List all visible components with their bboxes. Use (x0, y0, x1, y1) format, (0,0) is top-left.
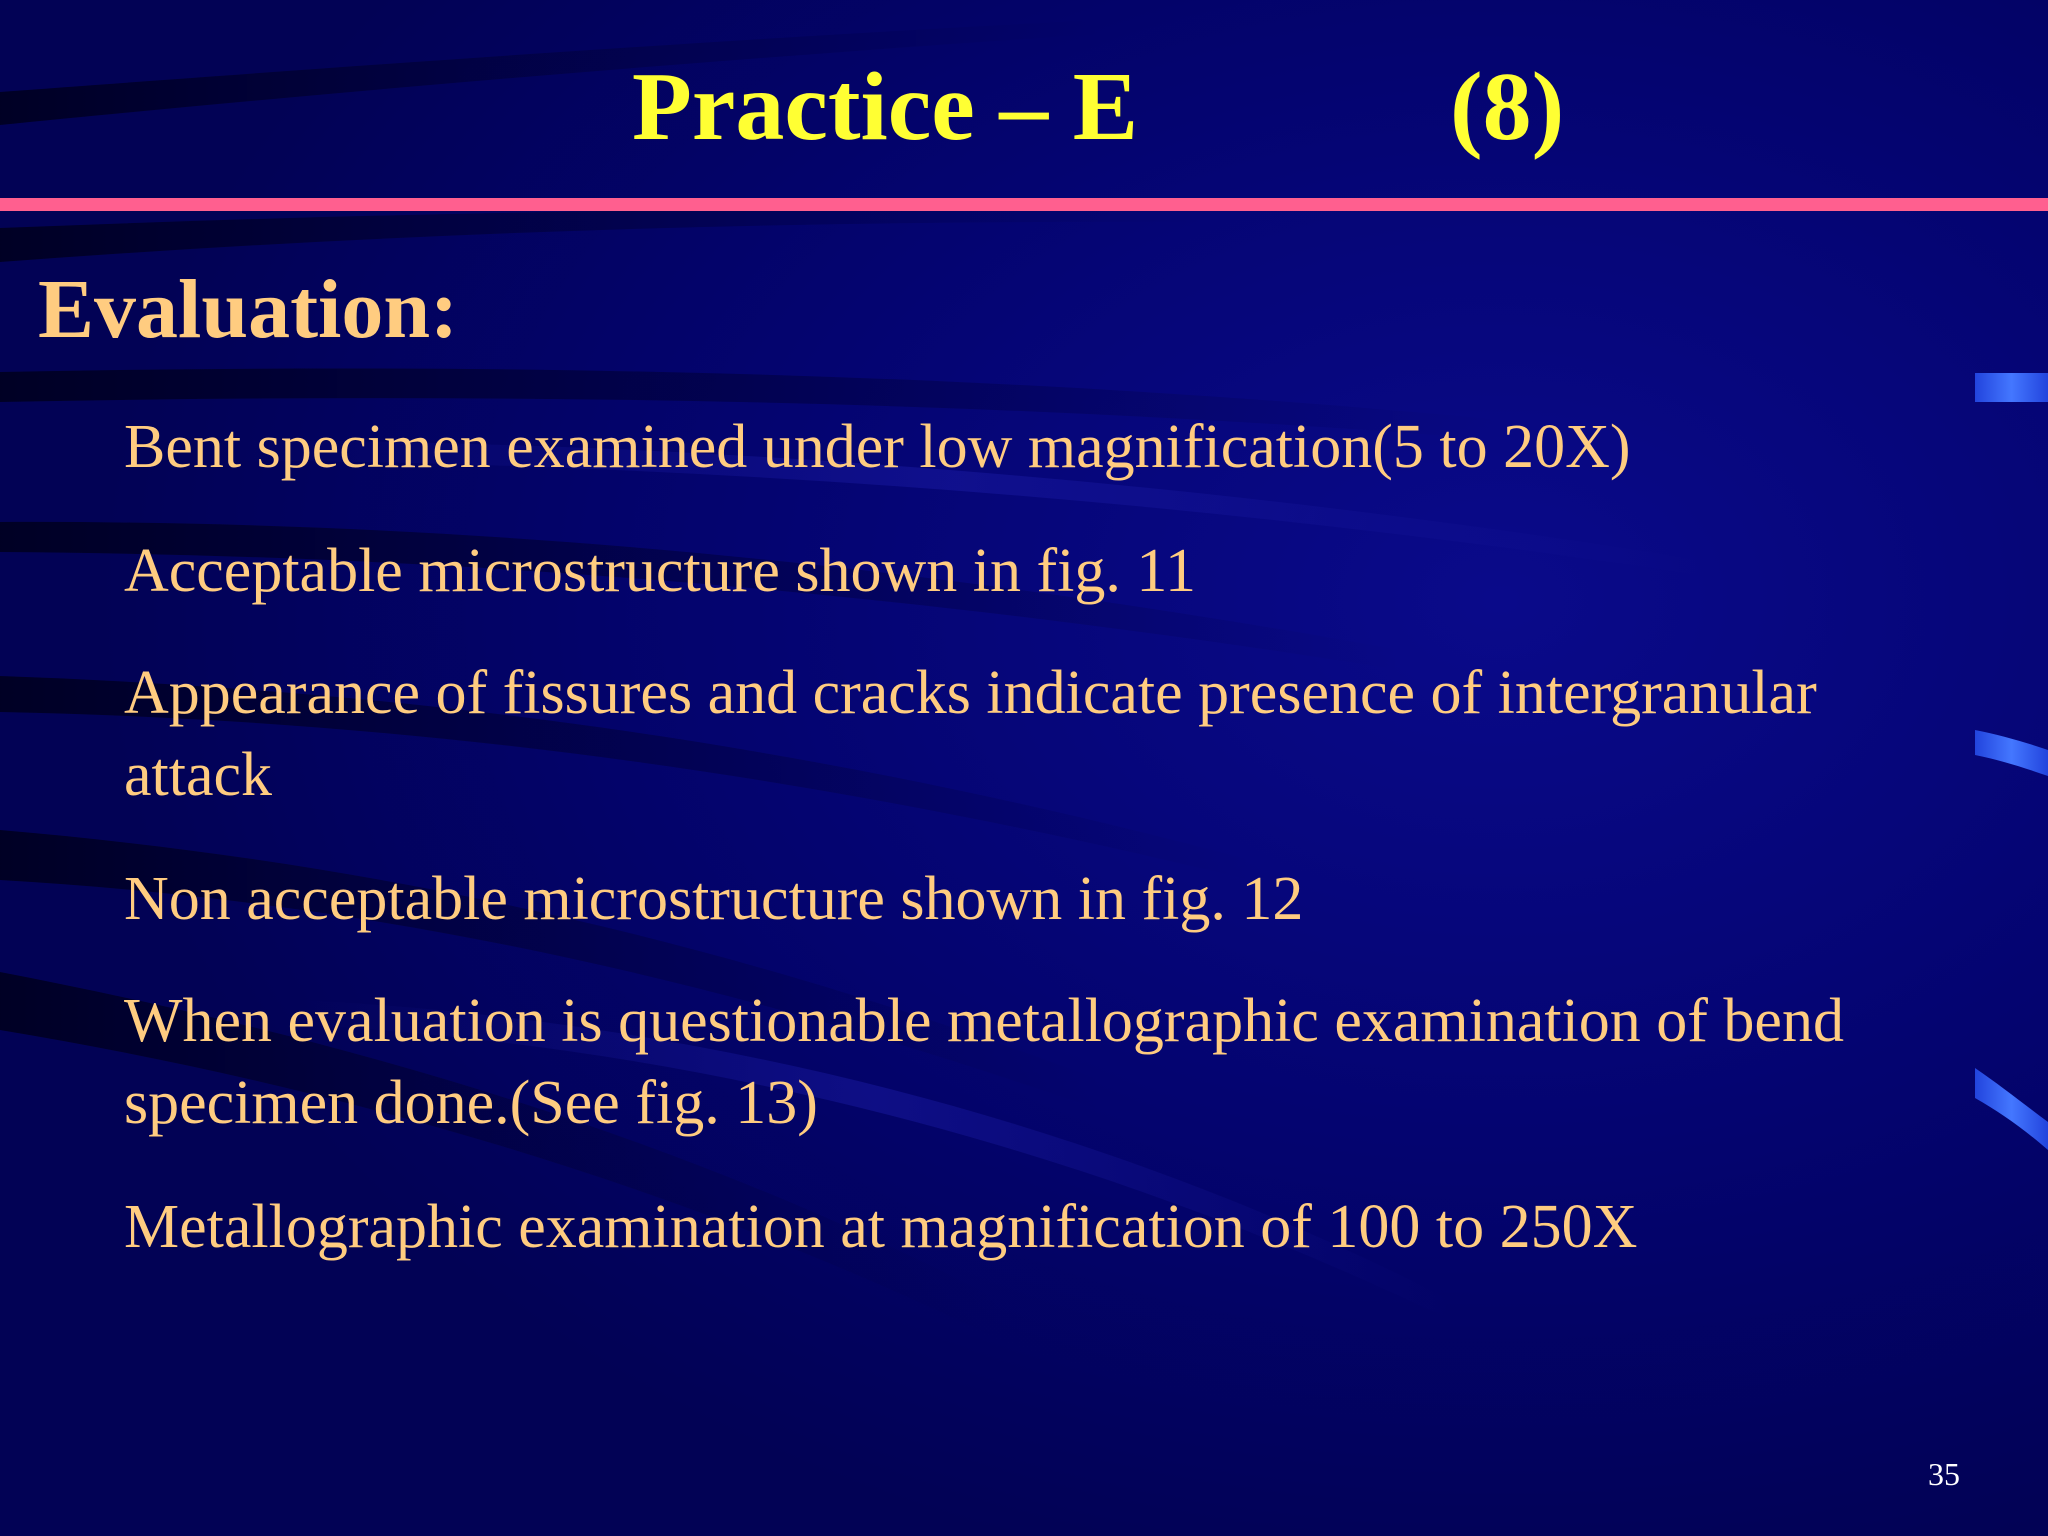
bullet-item: Acceptable microstructure shown in fig. 11 (124, 537, 1197, 605)
slide-title (0, 52, 2048, 162)
slide-number: 35 (1928, 1456, 1960, 1492)
bullet-item: Non acceptable microstructure shown in fig. 12 (124, 865, 1304, 933)
title-divider (0, 198, 2048, 211)
bullet-item: When evaluation is questionable metallographic examination of bend specimen done.(See fig. 13) (124, 987, 1844, 1137)
bullet-item: Metallographic examination at magnification of 100 to 250X (124, 1193, 1638, 1261)
accent-mark-3 (1975, 1068, 2048, 1150)
title-text: Practice – E (632, 53, 1139, 161)
bullet-item: Bent specimen examined under low magnification(5 to 20X) (124, 413, 1631, 481)
accent-mark-1 (1975, 373, 2048, 402)
title-number: (8) (1450, 53, 1565, 161)
bullet-item: Appearance of fissures and cracks indicate presence of intergranular attack (124, 659, 1817, 809)
accent-mark-2 (1975, 730, 2048, 776)
swoosh-dark-2 (0, 208, 1200, 262)
section-heading: Evaluation: (38, 263, 459, 356)
